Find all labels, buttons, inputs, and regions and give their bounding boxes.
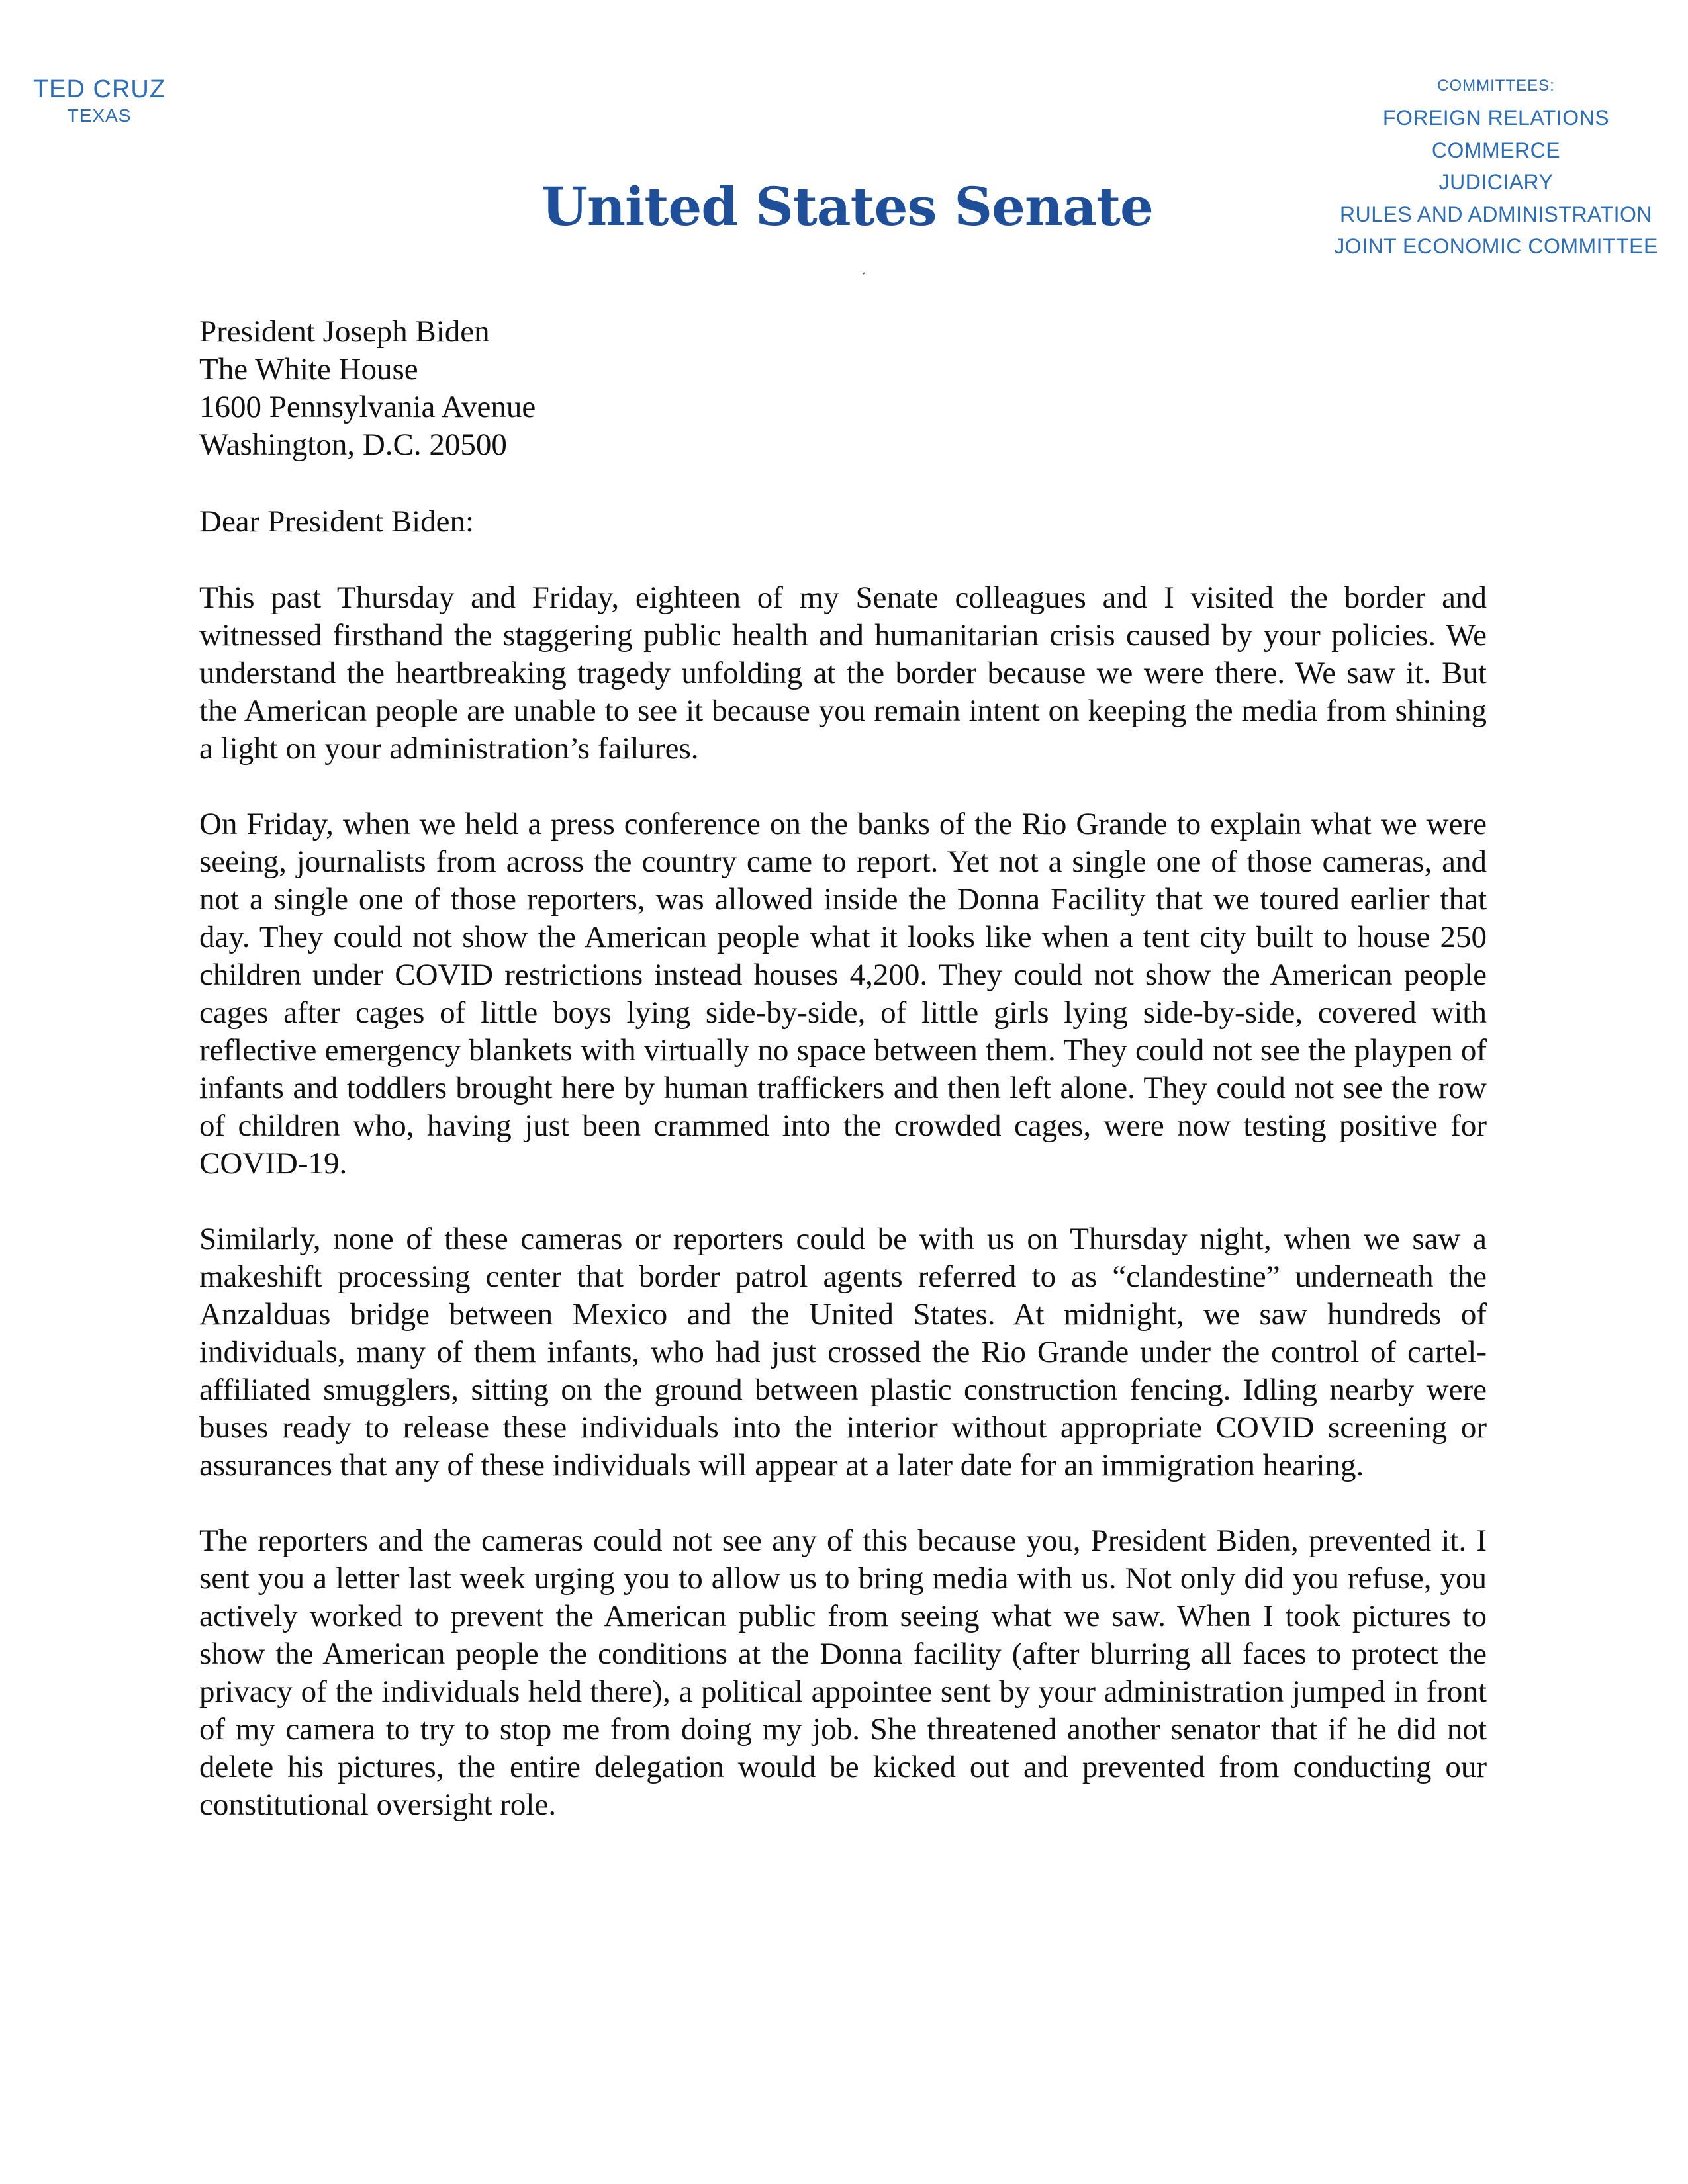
committees-heading: COMMITTEES: [1437,77,1555,95]
committee-item: JUDICIARY [1438,170,1554,194]
sender-name: TED CRUZ [32,75,166,103]
address-line: President Joseph Biden [199,314,490,349]
letter-body [199,579,1487,1824]
body-paragraph: The reporters and the cameras could not see any of this because you, President Biden, prevented it. I sent you a letter last week urging you to allow us to bring media with us. Not only did you refuse, you actively worked to prevent the American public from seeing what we saw. When I took pictures to show the American people the conditions at the Donna facility (after blurring all faces to protect the privacy of the individuals held there), a political appointee sent by your administration jumped in front of my camera to try to stop me from doing my job. She threatened another senator that if he did not delete his pictures, the entire delegation would be kicked out and prevented from conducting our constitutional oversight role. [199,1524,1487,1822]
committee-item: COMMERCE [1431,138,1561,162]
sender-state: TEXAS [67,105,132,126]
address-line: Washington, D.C. 20500 [199,428,507,462]
scan-speck [863,272,865,275]
committee-item: RULES AND ADMINISTRATION [1340,202,1652,226]
body-paragraph: On Friday, when we held a press conference on the banks of the Rio Grande to explain what we were seeing, journalists from across the country came to report. Yet not a single one of those cameras, and not a single one of those reporters, was allowed inside the Donna Facility that we toured earlier that day. They could not show the American people what it looks like when a tent city built to house 250 children under COVID restrictions instead houses 4,200. They could not show the American people cages after cages of little boys lying side-by-side, of little girls lying side-by-side, covered with reflective emergency blankets with virtually no space between them. They could not see the playpen of infants and toddlers brought here by human traffickers and then left alone. They could not see the row of children who, having just been crammed into the crowded cages, were now testing positive for COVID-19. [199,807,1487,1181]
body-paragraph: This past Thursday and Friday, eighteen of my Senate colleagues and I visited the border and witnessed firsthand the staggering public health and humanitarian crisis caused by your policies. We understand the heartbreaking tragedy unfolding at the border because we were there. We saw it. But the American people are unable to see it because you remain intent on keeping the media from shining a light on your administration’s failures. [199,580,1487,766]
salutation: Dear President Biden: [199,504,475,539]
address-line: The White House [199,352,418,387]
committee-item: FOREIGN RELATIONS [1382,106,1610,130]
body-paragraph: Similarly, none of these cameras or reporters could be with us on Thursday night, when we saw a makeshift processing center that border patrol agents referred to as “clandestine” underneath the Anzalduas bridge between Mexico and the United States. At midnight, we saw hundreds of individuals, many of them infants, who had just crossed the Rio Grande under the control of cartel-affiliated smugglers, sitting on the ground between plastic construction fencing. Idling nearby were buses ready to release these individuals into the interior without appropriate COVID screening or assurances that any of these individuals will appear at a later date for an immigration hearing. [199,1222,1487,1482]
sender-block [0,74,199,127]
committee-item: JOINT ECONOMIC COMMITTEE [1334,234,1658,258]
address-line: 1600 Pennsylvania Avenue [199,390,536,424]
recipient-address [199,313,536,464]
senate-letterhead: United States Senate [541,175,1153,238]
committees-block [1311,74,1681,263]
